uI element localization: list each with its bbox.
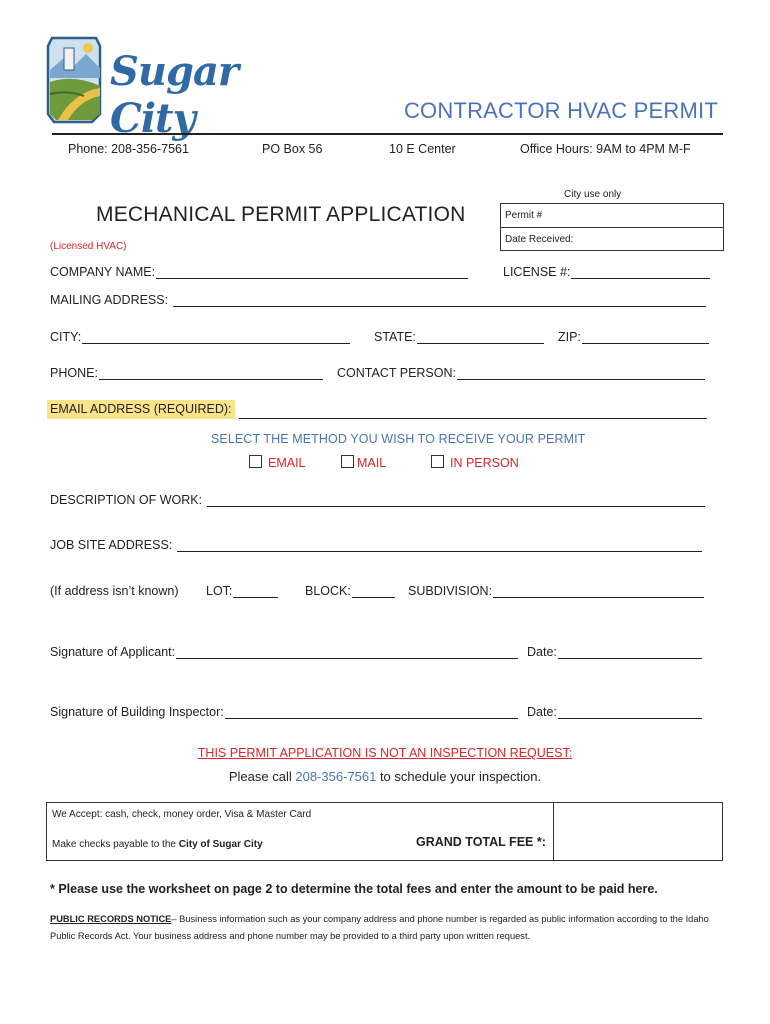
zip-field[interactable] [558, 330, 709, 344]
company-name-field[interactable] [50, 265, 468, 279]
permit-number-field[interactable] [501, 204, 723, 228]
description-label: DESCRIPTION OF WORK: [50, 493, 203, 507]
sugar-city-logo [44, 34, 284, 142]
mail-checkbox[interactable] [341, 455, 354, 468]
payable-note [52, 839, 263, 850]
city-field[interactable] [50, 330, 350, 344]
city-use-box [500, 203, 724, 251]
zip-label: ZIP: [558, 330, 581, 344]
license-field[interactable] [503, 265, 710, 279]
inspector-signature-label: Signature of Building Inspector: [50, 705, 224, 719]
method-mail-option[interactable] [341, 455, 386, 470]
subdivision-label: SUBDIVISION: [408, 584, 493, 598]
inspector-date-label: Date: [527, 705, 557, 719]
lot-label: LOT: [206, 584, 233, 598]
header-phone: Phone: 208-356-7561 [68, 142, 189, 156]
call-prefix: Please call [228, 769, 296, 784]
lot-field[interactable] [206, 584, 278, 598]
phone-field[interactable] [50, 366, 323, 380]
date-received-field[interactable] [501, 228, 723, 245]
state-label: STATE: [374, 330, 416, 344]
permit-number-label: Permit # [505, 210, 543, 221]
worksheet-note: * Please use the worksheet on page 2 to determine the total fees and enter the amount to be paid here. [50, 882, 658, 896]
subdivision-field[interactable] [408, 584, 704, 598]
permit-title: CONTRACTOR HVAC PERMIT [403, 98, 718, 123]
call-suffix: to schedule your inspection. [376, 769, 542, 784]
form-title: MECHANICAL PERMIT APPLICATION [96, 203, 466, 226]
payment-box [46, 802, 723, 861]
grand-total-label: GRAND TOTAL FEE *: [416, 835, 546, 849]
in-person-checkbox[interactable] [431, 455, 444, 468]
public-records-title: PUBLIC RECORDS NOTICE [50, 914, 172, 924]
public-records-text: – Business information such as your company address and phone number is regarded as public information according to the Idaho Public Records Act. Your business address and phone number may be provided to a third party upon written request. [50, 914, 709, 941]
block-field[interactable] [305, 584, 395, 598]
method-email-option[interactable] [249, 455, 306, 470]
email-field[interactable] [47, 400, 707, 419]
mailing-address-label: MAILING ADDRESS: [50, 293, 169, 307]
inspection-warning-text: THIS PERMIT APPLICATION IS NOT AN INSPECTION REQUEST: [197, 746, 573, 760]
method-in-person-option[interactable] [431, 455, 519, 470]
inspection-phone-link[interactable]: 208-356-7561 [295, 769, 377, 784]
logo-emblem-icon [44, 34, 104, 126]
jobsite-address-field[interactable] [50, 538, 702, 552]
applicant-date-label: Date: [527, 645, 557, 659]
applicant-signature-label: Signature of Applicant: [50, 645, 176, 659]
header-office-hours: Office Hours: 9AM to 4PM M-F [520, 142, 691, 156]
phone-label: PHONE: [50, 366, 98, 380]
header-po-box: PO Box 56 [262, 142, 323, 156]
address-unknown-note: (If address isn’t known) [50, 584, 179, 598]
state-field[interactable] [374, 330, 544, 344]
inspector-date-field[interactable] [527, 705, 702, 719]
mailing-address-field[interactable] [50, 293, 706, 307]
public-records-notice [50, 911, 720, 945]
form-subtitle: (Licensed HVAC) [50, 241, 127, 252]
method-email-label: EMAIL [268, 456, 306, 470]
block-label: BLOCK: [305, 584, 351, 598]
inspector-signature-field[interactable] [50, 705, 518, 719]
email-label: EMAIL ADDRESS (REQUIRED): [47, 400, 235, 419]
method-prompt: SELECT THE METHOD YOU WISH TO RECEIVE YOUR PERMIT [211, 432, 586, 446]
date-received-label: Date Received: [505, 234, 574, 245]
header-divider [52, 133, 723, 135]
description-field[interactable] [50, 493, 705, 507]
city-label: CITY: [50, 330, 82, 344]
payment-methods: We Accept: cash, check, money order, Visa & Master Card [52, 809, 312, 820]
jobsite-address-label: JOB SITE ADDRESS: [50, 538, 173, 552]
method-mail-label: MAIL [357, 456, 387, 470]
logo-wordmark: Sugar City [110, 48, 238, 142]
inspection-warning [0, 746, 770, 760]
schedule-inspection-note [0, 769, 770, 784]
contact-person-label: CONTACT PERSON: [337, 366, 456, 380]
header-address: 10 E Center [389, 142, 456, 156]
applicant-signature-field[interactable] [50, 645, 518, 659]
contact-person-field[interactable] [337, 366, 705, 380]
license-label: LICENSE #: [503, 265, 571, 279]
applicant-date-field[interactable] [527, 645, 702, 659]
city-use-only-label: City use only [564, 189, 622, 200]
method-in-person-label: IN PERSON [450, 456, 519, 470]
payable-prefix: Make checks payable to the [52, 839, 179, 850]
company-name-label: COMPANY NAME: [50, 265, 156, 279]
email-checkbox[interactable] [249, 455, 262, 468]
payable-city: City of Sugar City [178, 839, 263, 850]
grand-total-input[interactable] [554, 803, 722, 860]
